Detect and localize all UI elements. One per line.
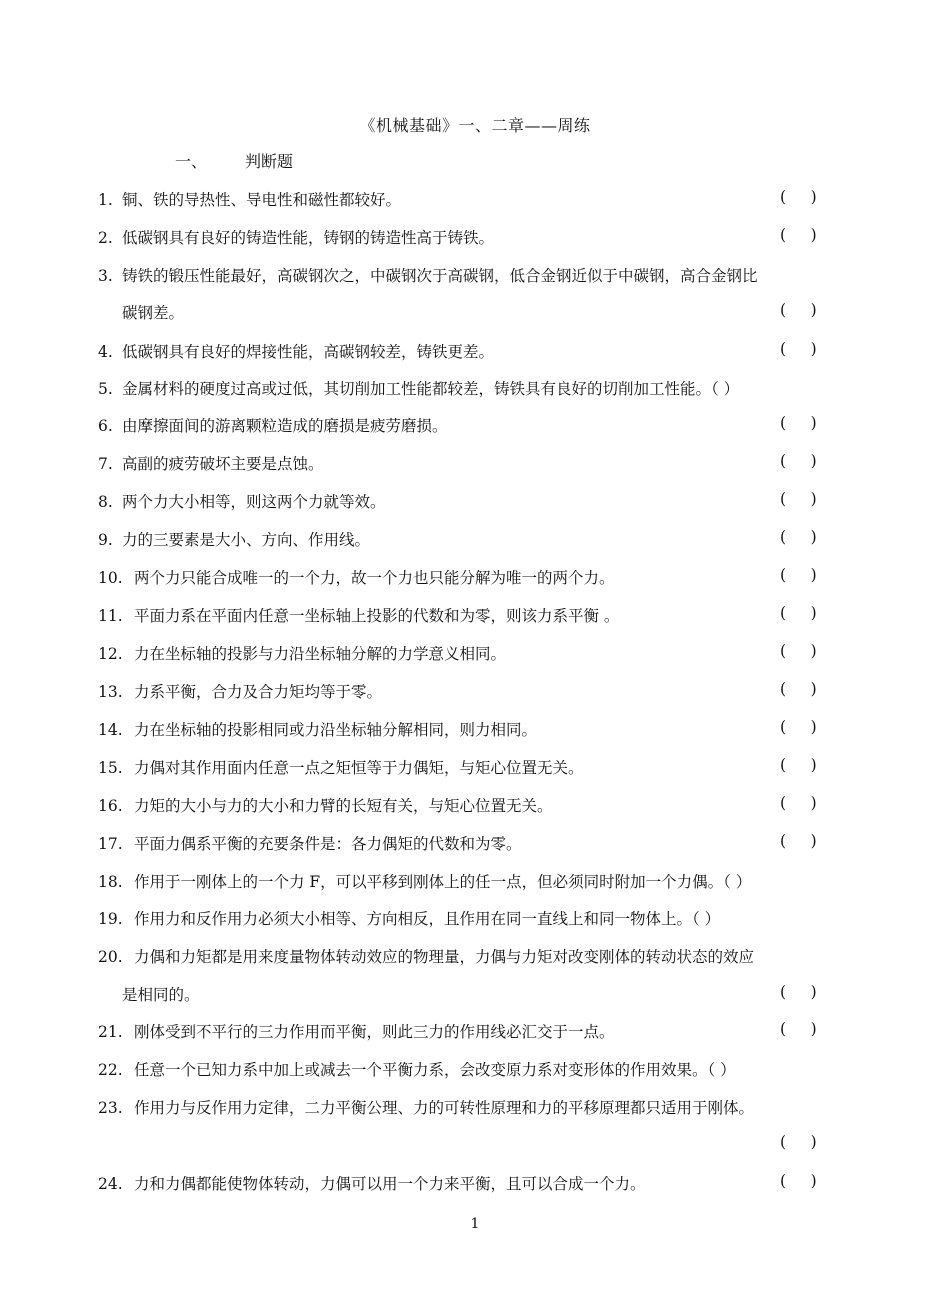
question-text: 力系平衡，合力及合力矩均等于零。	[134, 683, 383, 701]
question-number: 19.	[98, 910, 123, 928]
question-number: 12.	[98, 645, 123, 663]
question-text: 作用于一刚体上的一个力 F，可以平移到刚体上的任一点，但必须同时附加一个力偶。（ ）	[134, 873, 752, 891]
question-number: 21.	[98, 1023, 123, 1041]
question-item	[98, 188, 401, 210]
question-text: 两个力大小相等，则这两个力就等效。	[122, 493, 386, 511]
answer-bracket[interactable]: ( )	[780, 566, 817, 584]
section-number: 一、	[175, 152, 208, 171]
question-text: 力偶和力矩都是用来度量物体转动效应的物理量，力偶与力矩对改变刚体的转动状态的效应	[134, 948, 755, 966]
question-number: 18.	[98, 873, 123, 891]
question-text: 低碳钢具有良好的铸造性能，铸钢的铸造性高于铸铁。	[122, 229, 495, 247]
question-item	[98, 794, 553, 816]
question-text: 高副的疲劳破坏主要是点蚀。	[122, 455, 324, 473]
question-text: 金属材料的硬度过高或过低，其切削加工性能都较差，铸铁具有良好的切削加工性能。（ ）	[122, 380, 740, 398]
question-number: 3.	[98, 267, 113, 285]
answer-bracket[interactable]: ( )	[780, 642, 817, 660]
answer-bracket[interactable]: ( )	[780, 718, 817, 736]
question-number: 14.	[98, 721, 123, 739]
page-number: 1	[470, 1216, 480, 1232]
question-text: 两个力只能合成唯一的一个力，故一个力也只能分解为唯一的两个力。	[134, 569, 615, 587]
question-number: 23.	[98, 1099, 123, 1117]
question-text: 刚体受到不平行的三力作用而平衡，则此三力的作用线必汇交于一点。	[134, 1023, 615, 1041]
question-number: 22.	[98, 1061, 123, 1079]
answer-bracket[interactable]: ( )	[780, 832, 817, 850]
question-number: 2.	[98, 229, 113, 247]
question-number: 15.	[98, 759, 123, 777]
question-number: 13.	[98, 683, 123, 701]
question-item	[98, 1096, 754, 1118]
question-text: 力矩的大小与力的大小和力臂的长短有关，与矩心位置无关。	[134, 797, 553, 815]
question-text: 平面力偶系平衡的充要条件是：各力偶矩的代数和为零。	[134, 835, 522, 853]
answer-bracket[interactable]: ( )	[780, 794, 817, 812]
question-text: 平面力系在平面内任意一坐标轴上投影的代数和为零，则该力系平衡 。	[134, 607, 620, 625]
answer-bracket[interactable]: ( )	[780, 983, 817, 1001]
answer-bracket[interactable]: ( )	[780, 188, 817, 206]
question-item	[98, 414, 448, 436]
question-item	[98, 907, 720, 929]
question-text: 铸铁的锻压性能最好，高碳钢次之，中碳钢次于高碳钢，低合金钢近似于中碳钢，高合金钢比	[122, 267, 758, 285]
answer-bracket[interactable]: ( )	[780, 756, 817, 774]
question-number: 10.	[98, 569, 123, 587]
question-number: 11.	[98, 607, 123, 625]
answer-bracket[interactable]: ( )	[780, 1133, 817, 1151]
answer-bracket[interactable]: ( )	[780, 604, 817, 622]
question-item	[98, 340, 494, 362]
question-item	[98, 1020, 615, 1042]
question-item	[98, 452, 324, 474]
question-continuation: 是相同的。	[122, 986, 200, 1004]
question-item	[98, 226, 494, 248]
answer-bracket[interactable]: ( )	[780, 452, 817, 470]
question-text: 铜、铁的导热性、导电性和磁性都较好。	[122, 191, 402, 209]
question-text: 力在坐标轴的投影与力沿坐标轴分解的力学意义相同。	[134, 645, 507, 663]
question-number: 17.	[98, 835, 123, 853]
answer-bracket[interactable]: ( )	[780, 340, 817, 358]
answer-bracket[interactable]: ( )	[780, 414, 817, 432]
question-number: 24.	[98, 1175, 123, 1193]
answer-bracket[interactable]: ( )	[780, 1020, 817, 1038]
question-number: 7.	[98, 455, 113, 473]
question-item	[98, 945, 754, 967]
question-number: 1.	[98, 191, 113, 209]
question-text: 低碳钢具有良好的焊接性能，高碳钢较差，铸铁更差。	[122, 343, 495, 361]
question-continuation: 碳钢差。	[122, 304, 185, 322]
section-label: 判断题	[245, 152, 294, 171]
question-number: 6.	[98, 417, 113, 435]
answer-bracket[interactable]: ( )	[780, 680, 817, 698]
answer-bracket[interactable]: ( )	[780, 301, 817, 319]
question-text: 力的三要素是大小、方向、作用线。	[122, 531, 371, 549]
question-text: 作用力与反作用力定律，二力平衡公理、力的可转性原理和力的平移原理都只适用于刚体。	[134, 1099, 755, 1117]
question-item	[98, 832, 522, 854]
question-item	[98, 1172, 646, 1194]
question-number: 9.	[98, 531, 113, 549]
question-number: 8.	[98, 493, 113, 511]
question-text: 作用力和反作用力必须大小相等、方向相反，且作用在同一直线上和同一物体上。（ ）	[134, 910, 721, 928]
document-title: 《机械基础》一、二章——周练	[359, 116, 591, 135]
question-item	[98, 642, 506, 664]
question-item	[98, 680, 382, 702]
question-item	[98, 528, 370, 550]
question-text: 任意一个已知力系中加上或减去一个平衡力系，会改变原力系对变形体的作用效果。（ ）	[134, 1061, 736, 1079]
question-text: 由摩擦面间的游离颗粒造成的磨损是疲劳磨损。	[122, 417, 448, 435]
section-heading	[175, 149, 293, 172]
answer-bracket[interactable]: ( )	[780, 490, 817, 508]
question-item	[98, 756, 584, 778]
question-item	[98, 718, 537, 740]
question-item	[98, 870, 751, 892]
question-item	[98, 377, 739, 399]
question-number: 4.	[98, 343, 113, 361]
question-item	[98, 604, 619, 626]
question-number: 20.	[98, 948, 123, 966]
question-item	[98, 264, 758, 286]
question-number: 16.	[98, 797, 123, 815]
question-text: 力在坐标轴的投影相同或力沿坐标轴分解相同，则力相同。	[134, 721, 538, 739]
question-item	[98, 490, 386, 512]
question-text: 力和力偶都能使物体转动，力偶可以用一个力来平衡，且可以合成一个力。	[134, 1175, 646, 1193]
answer-bracket[interactable]: ( )	[780, 528, 817, 546]
question-text: 力偶对其作用面内任意一点之矩恒等于力偶矩，与矩心位置无关。	[134, 759, 584, 777]
answer-bracket[interactable]: ( )	[780, 226, 817, 244]
question-item	[98, 1058, 736, 1080]
question-item	[98, 566, 615, 588]
answer-bracket[interactable]: ( )	[780, 1172, 817, 1190]
question-number: 5.	[98, 380, 113, 398]
